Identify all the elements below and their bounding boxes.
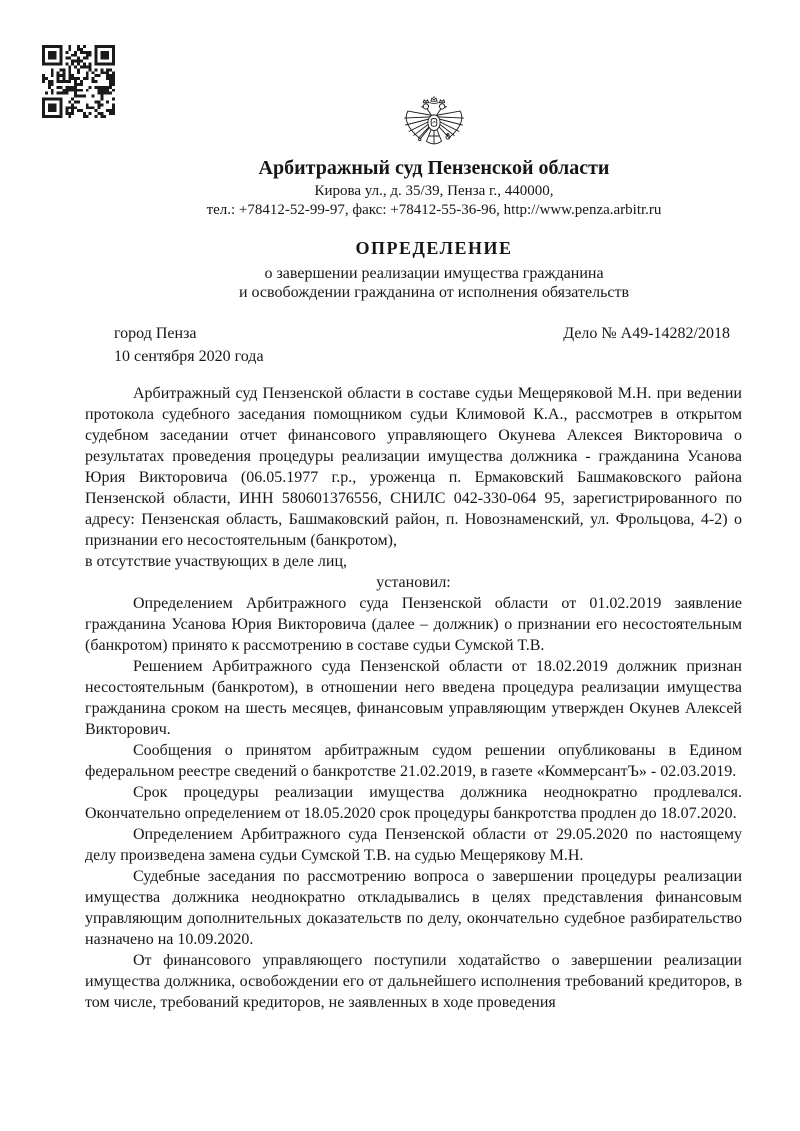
- paragraph: Решением Арбитражного суда Пензенской области от 18.02.2019 должник признан несостоятельным (банкротом), в отношении него введена процедура реализации имущества гражданина сроком на шесть месяцев, финансовым управляющим утвержден Окунев Алексей Викторович.: [85, 658, 742, 738]
- paragraph: Определением Арбитражного суда Пензенской области от 29.05.2020 по настоящему делу произведена замена судьи Сумской Т.В. на судью Мещерякову М.Н.: [85, 826, 742, 864]
- paragraph: Судебные заседания по рассмотрению вопроса о завершении процедуры реализации имущества должника неоднократно откладывались в целях представления финансовым управляющим дополнительных доказательств по делу, окончательно судебное разбирательство назначено на 10.09.2020.: [85, 868, 742, 948]
- document-subtitle-line2: и освобождении гражданина от исполнения обязательств: [238, 284, 630, 301]
- paragraph: От финансового управляющего поступили ходатайство о завершении реализации имущества должника, освобождении его от дальнейшего исполнения требований кредиторов, в том числе, требований кредиторов, не заявленных в ходе проведения: [85, 952, 742, 1011]
- document-body: [85, 383, 742, 1013]
- paragraph: Арбитражный суд Пензенской области в составе судьи Мещеряковой М.Н. при ведении протокола судебного заседания помощником судьи Климовой К.А., рассмотрев в открытом судебном заседании отчет финансового управляющего Окунева Алексея Викторовича о результатах проведения процедуры реализации имущества должника - гражданина Усанова Юрия Викторовича (06.05.1977 г.р., уроженца п. Ермаковский Башмаковского района Пензенской области, ИНН 580601376556, СНИЛС 042-330-064 95, зарегистрированного по адресу: Пензенская область, Башмаковский район, п. Новознаменский, ул. Фрольцова, 4-2) о признании его несостоятельным (банкротом),: [85, 385, 742, 549]
- case-city: город Пенза: [114, 325, 197, 342]
- paragraph: Определением Арбитражного суда Пензенской области от 01.02.2019 заявление гражданина Усанова Юрия Викторовича (далее – должник) о признании его несостоятельным (банкротом) принято к рассмотрению в составе судьи Сумской Т.В.: [85, 595, 742, 654]
- court-address: Кирова ул., д. 35/39, Пенза г., 440000,: [314, 183, 554, 199]
- qr-code-icon: [42, 45, 115, 118]
- document-title: ОПРЕДЕЛЕНИЕ: [355, 238, 513, 258]
- paragraph: в отсутствие участвующих в деле лиц,: [85, 553, 347, 570]
- document-title-block: [92, 236, 776, 302]
- paragraph: Срок процедуры реализации имущества должника неоднократно продлевался. Окончательно определением от 18.05.2020 срок процедуры банкротства продлен до 18.07.2020.: [85, 784, 742, 822]
- case-number: Дело № А49-14282/2018: [563, 325, 730, 342]
- document-subtitle-line1: о завершении реализации имущества гражданина: [264, 265, 604, 282]
- coat-of-arms-icon: [397, 96, 471, 154]
- paragraph: установил:: [376, 574, 451, 591]
- case-info-block: [114, 322, 730, 368]
- paragraph: Сообщения о принятом арбитражным судом решении опубликованы в Едином федеральном реестре сведений о банкротстве 21.02.2019, в газете «КоммерсантЪ» - 02.03.2019.: [85, 742, 742, 780]
- court-name: Арбитражный суд Пензенской области: [258, 157, 610, 179]
- court-contacts: тел.: +78412-52-99-97, факс: +78412-55-36-96, http://www.penza.arbitr.ru: [206, 202, 662, 218]
- case-date: 10 сентября 2020 года: [114, 348, 264, 365]
- court-header: [92, 0, 776, 220]
